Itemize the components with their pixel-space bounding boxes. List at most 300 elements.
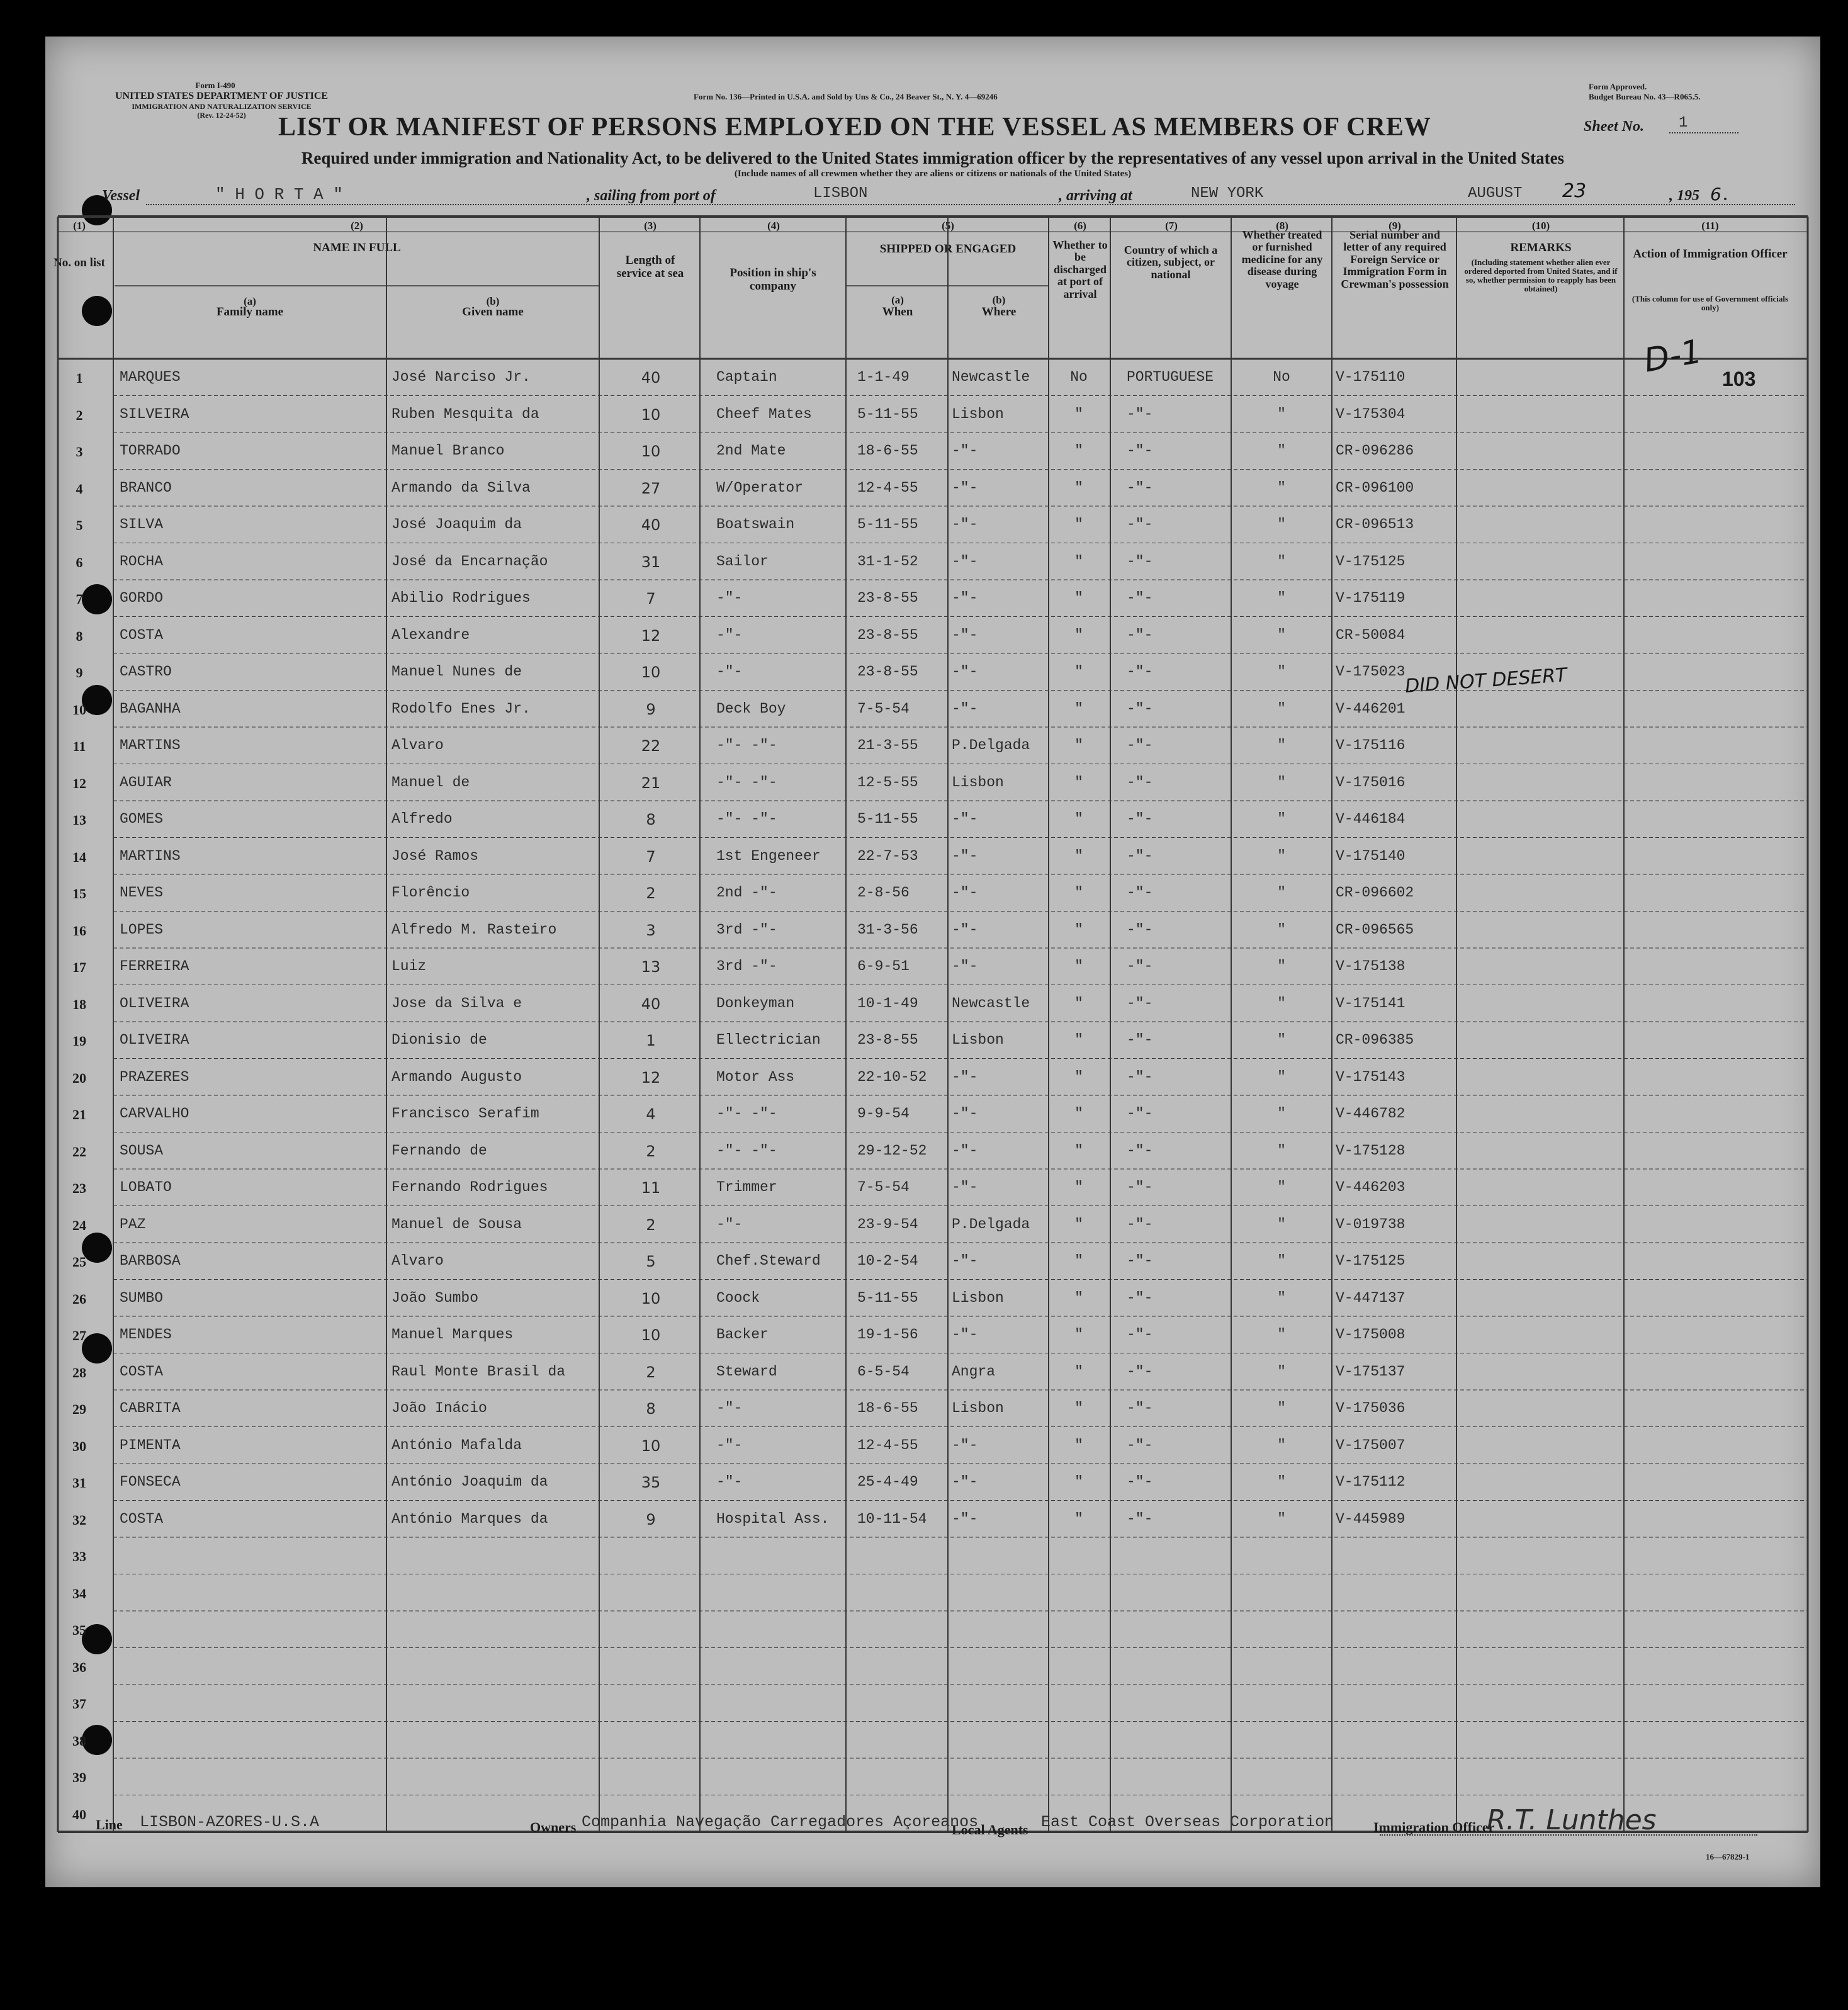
cell-serial: V-446203 [1336,1179,1406,1195]
cell-medicine: No [1273,369,1290,385]
cell-serial: V-175137 [1336,1363,1406,1380]
cell-when: 23-9-54 [857,1216,918,1233]
cell-country: -"- [1127,884,1153,901]
form-number: Form No. 136—Printed in U.S.A. and Sold by Uns & Co., 24 Beaver St., N. Y. 4—69246 [694,92,998,101]
cell-position: Ellectrician [716,1032,821,1048]
col-header-action: Action of Immigration Officer [1633,247,1788,261]
cell-given: António Marques da [392,1510,548,1527]
cell-medicine: " [1277,1253,1286,1269]
cell-serial: V-175138 [1336,958,1406,974]
cell-where: -"- [952,700,978,717]
cell-given: Alvaro [392,1253,444,1269]
cell-country: -"- [1127,1068,1153,1085]
cell-country: -"- [1127,811,1153,827]
cell-country: -"- [1127,995,1153,1012]
cell-position: -"- -"- [716,737,777,754]
cell-discharged: " [1074,405,1083,422]
cell-position: -"- -"- [716,1105,777,1122]
col-number-3: (3) [644,220,656,232]
cell-discharged: " [1074,1437,1083,1454]
cell-serial: V-175141 [1336,995,1406,1012]
cell-family: GOMES [120,811,164,827]
cell-length: 10 [641,1326,661,1344]
cell-when: 2-8-56 [857,884,910,901]
cell-country: -"- [1127,1363,1153,1380]
cell-when: 23-8-55 [857,1032,918,1048]
cell-where: -"- [952,1474,978,1490]
row-number: 34 [72,1585,86,1601]
cell-given: Manuel de [392,774,470,791]
cell-position: Captain [716,369,777,385]
cell-given: Manuel de Sousa [392,1216,522,1233]
col-number-11: (11) [1701,220,1719,232]
cell-position: -"- [716,1216,743,1233]
cell-family: AGUIAR [120,774,172,791]
row-number: 12 [72,775,86,791]
cell-when: 31-3-56 [857,921,918,938]
cell-serial: V-447137 [1336,1289,1406,1306]
row-number: 13 [72,812,86,828]
cell-when: 22-7-53 [857,847,918,864]
cell-given: João Inácio [392,1400,487,1416]
cell-medicine: " [1277,1363,1286,1380]
cell-country: -"- [1127,1400,1153,1416]
cell-length: 7 [646,847,656,866]
remark-did-not-desert: DID NOT DESERT [1404,664,1568,697]
cell-medicine: " [1277,516,1286,533]
col-number-8: (8) [1276,220,1288,232]
cell-where: -"- [952,958,978,974]
cell-medicine: " [1277,1326,1286,1343]
cell-length: 12 [641,626,661,645]
cell-position: Sailor [716,553,769,570]
cell-serial: V-446782 [1336,1105,1406,1122]
cell-position: 2nd -"- [716,884,777,901]
cell-position: Boatswain [716,516,795,533]
col-number-1: (1) [73,220,86,232]
cell-when: 23-8-55 [857,663,918,680]
cell-family: COSTA [120,1363,164,1380]
cell-position: Deck Boy [716,700,786,717]
cell-when: 5-11-55 [857,516,918,533]
cell-given: Manuel Branco [392,443,505,459]
cell-medicine: " [1277,663,1286,680]
cell-discharged: " [1074,958,1083,974]
cell-given: José Joaquim da [392,516,522,533]
cell-position: Hospital Ass. [716,1510,830,1527]
port-to: NEW YORK [1191,185,1264,202]
col-sub-family: (a) [244,295,256,307]
cell-given: Fernando Rodrigues [392,1179,548,1195]
cell-position: Steward [716,1363,777,1380]
row-number: 2 [76,407,83,423]
cell-family: CARVALHO [120,1105,189,1122]
cell-when: 22-10-52 [857,1068,927,1085]
manifest-sheet [45,37,1820,1887]
cell-length: 40 [641,369,661,387]
cell-discharged: " [1074,626,1083,643]
cell-serial: V-175036 [1336,1400,1406,1416]
cell-given: José Ramos [392,847,479,864]
col-number-10: (10) [1531,220,1550,232]
cell-where: P.Delgada [952,737,1030,754]
cell-family: CABRITA [120,1400,181,1416]
cell-where: -"- [952,1179,978,1195]
cell-family: CASTRO [120,663,172,680]
cell-country: -"- [1127,737,1153,754]
cell-medicine: " [1277,479,1286,496]
col-header-discharged: Whether to be discharged at port of arrival [1052,239,1108,300]
cell-medicine: " [1277,1474,1286,1490]
cell-when: 5-11-55 [857,1289,918,1306]
cell-position: -"- [716,626,743,643]
manifest-note: (Include names of all crewmen whether they are aliens or citizens or nationals of the United States) [734,169,1132,179]
cell-discharged: " [1074,1142,1083,1159]
row-number: 3 [76,444,83,460]
cell-family: MENDES [120,1326,172,1343]
col-header-position: Position in ship's company [730,266,816,293]
cell-serial: CR-096565 [1336,921,1414,938]
col-header-serial: Serial number and letter of any required Foreign Service or Immigration Form in Crewman's possession [1341,229,1449,290]
row-number: 23 [72,1180,86,1196]
cell-length: 2 [646,884,656,902]
cell-length: 22 [641,737,661,755]
cell-country: -"- [1127,516,1153,533]
cell-family: COSTA [120,1510,164,1527]
cell-family: FERREIRA [120,958,189,974]
service-name: IMMIGRATION AND NATURALIZATION SERVICE [132,102,312,111]
cell-medicine: " [1277,811,1286,827]
cell-length: 10 [641,1437,661,1455]
col-header-country: Country of which a citizen, subject, or national [1124,244,1218,281]
cell-serial: V-175125 [1336,1253,1406,1269]
cell-where: -"- [952,1510,978,1527]
cell-length: 12 [641,1068,661,1087]
manifest-title: LIST OR MANIFEST OF PERSONS EMPLOYED ON THE VESSEL AS MEMBERS OF CREW [278,113,1431,142]
cell-where: Angra [952,1363,996,1380]
form-approved: Form Approved. [1589,82,1647,91]
cell-medicine: " [1277,884,1286,901]
cell-country: -"- [1127,1105,1153,1122]
row-number: 1 [76,370,83,386]
cell-medicine: " [1277,443,1286,459]
cell-family: SILVA [120,516,164,533]
cell-country: -"- [1127,1032,1153,1048]
revision: (Rev. 12-24-52) [197,111,246,120]
cell-serial: CR-096385 [1336,1032,1414,1048]
cell-medicine: " [1277,1510,1286,1527]
cell-when: 10-1-49 [857,995,918,1012]
arriving-label: , arriving at [1059,188,1132,204]
cell-length: 35 [641,1474,661,1491]
col-number-5: (5) [942,220,954,232]
col-number-2: (2) [351,220,363,232]
cell-position: Backer [716,1326,769,1343]
cell-discharged: " [1074,516,1083,533]
cell-where: Newcastle [952,995,1030,1012]
cell-length: 13 [641,958,661,976]
cell-family: OLIVEIRA [120,995,189,1012]
cell-length: 40 [641,516,661,534]
cell-serial: V-175016 [1336,774,1406,791]
action-mark: D-1 [1641,332,1705,380]
cell-discharged: " [1074,1363,1083,1380]
cell-serial: V-175119 [1336,590,1406,606]
cell-length: 21 [641,774,661,792]
cell-where: Newcastle [952,369,1030,385]
row-number: 29 [72,1401,86,1417]
cell-family: PRAZERES [120,1068,189,1085]
row-number: 5 [76,517,83,533]
cell-position: 1st Engeneer [716,847,821,864]
row-number: 37 [72,1696,86,1712]
cell-length: 7 [646,590,656,607]
cell-country: -"- [1127,1179,1153,1195]
port-from: LISBON [813,185,868,202]
form-id: Form I-490 [195,81,235,90]
cell-where: -"- [952,1253,978,1269]
cell-position: 2nd Mate [716,443,786,459]
cell-serial: V-446201 [1336,700,1406,717]
sailing-label: , sailing from port of [587,188,716,204]
col-header-shipped: SHIPPED OR ENGAGED [879,242,1017,256]
cell-position: 3rd -"- [716,921,777,938]
cell-when: 7-5-54 [857,700,910,717]
year-period: . [1723,188,1727,204]
cell-when: 10-2-54 [857,1253,918,1269]
agents-label: Local Agents [952,1822,1028,1838]
arrival-month: AUGUST [1468,185,1523,202]
col-number-6: (6) [1074,220,1086,232]
row-number: 21 [72,1107,86,1122]
cell-serial: V-175008 [1336,1326,1406,1343]
cell-serial: V-175023 [1336,663,1406,680]
row-number: 7 [76,591,83,607]
cell-medicine: " [1277,700,1286,717]
cell-given: Florêncio [392,884,470,901]
cell-position: Motor Ass [716,1068,795,1085]
cell-family: FONSECA [120,1474,181,1490]
cell-country: -"- [1127,1510,1153,1527]
row-number: 39 [72,1770,86,1785]
cell-discharged: " [1074,1105,1083,1122]
cell-serial: CR-50084 [1336,626,1406,643]
cell-position: -"- [716,1474,743,1490]
cell-position: Cheef Mates [716,405,812,422]
cell-country: -"- [1127,443,1153,459]
cell-serial: CR-096602 [1336,884,1414,901]
cell-medicine: " [1277,774,1286,791]
col-header-where: Where [981,305,1017,319]
cell-given: Dionisio de [392,1032,487,1048]
line-label: Line [96,1817,123,1832]
cell-given: José Narciso Jr. [392,369,531,385]
cell-where: -"- [952,443,978,459]
col-header-length: Length of service at sea [616,254,684,280]
action-count: 103 [1722,368,1756,390]
cell-given: Manuel Nunes de [392,663,522,680]
form-code: 16—67829-1 [1706,1852,1750,1861]
cell-medicine: " [1277,590,1286,606]
cell-when: 25-4-49 [857,1474,918,1490]
col-header-family: Family name [216,305,284,319]
row-number: 18 [72,996,86,1012]
cell-family: BRANCO [120,479,172,496]
cell-discharged: " [1074,921,1083,938]
cell-serial: CR-096513 [1336,516,1414,533]
cell-position: -"- -"- [716,811,777,827]
cell-length: 31 [641,553,661,571]
cell-family: LOPES [120,921,164,938]
cell-discharged: " [1074,1068,1083,1085]
cell-discharged: " [1074,1326,1083,1343]
cell-position: -"- [716,663,743,680]
cell-country: -"- [1127,1326,1153,1343]
col-note-action: (This column for use of Government officials only) [1631,294,1789,313]
cell-position: W/Operator [716,479,804,496]
cell-family: MARTINS [120,737,181,754]
cell-discharged: " [1074,479,1083,496]
cell-given: Armando da Silva [392,479,531,496]
cell-medicine: " [1277,1400,1286,1416]
cell-medicine: " [1277,1068,1286,1085]
cell-discharged: " [1074,1474,1083,1490]
sheet-label: Sheet No. [1584,118,1644,135]
cell-country: -"- [1127,663,1153,680]
row-number: 6 [76,554,83,570]
cell-discharged: No [1070,369,1088,385]
col-header-no: No. on list [54,256,105,269]
cell-length: 2 [646,1363,656,1381]
arrival-day: 23 [1562,180,1587,202]
cell-country: PORTUGUESE [1127,369,1214,385]
cell-when: 6-9-51 [857,958,910,974]
cell-medicine: " [1277,847,1286,864]
cell-position: -"- [716,1400,743,1416]
cell-serial: V-175116 [1336,737,1406,754]
cell-medicine: " [1277,1032,1286,1048]
cell-given: Manuel Marques [392,1326,514,1343]
cell-length: 1 [646,1032,656,1049]
cell-when: 21-3-55 [857,737,918,754]
cell-when: 18-6-55 [857,1400,918,1416]
row-number: 35 [72,1622,86,1638]
cell-given: Alvaro [392,737,444,754]
cell-position: Chef.Steward [716,1253,821,1269]
cell-family: BAGANHA [120,700,181,717]
cell-country: -"- [1127,1474,1153,1490]
cell-length: 2 [646,1142,656,1160]
cell-length: 40 [641,995,661,1013]
cell-length: 4 [646,1105,656,1123]
cell-family: MARQUES [120,369,181,385]
officer-label: Immigration Officer [1373,1819,1495,1835]
row-number: 38 [72,1732,86,1749]
owners-value: Companhia Navegação Carregadores Açoreanos [582,1813,979,1831]
cell-discharged: " [1074,700,1083,717]
cell-discharged: " [1074,1032,1083,1048]
cell-discharged: " [1074,590,1083,606]
cell-discharged: " [1074,1179,1083,1195]
cell-length: 3 [646,921,656,939]
row-number: 36 [72,1659,86,1675]
cell-discharged: " [1074,553,1083,570]
cell-when: 5-11-55 [857,811,918,827]
cell-medicine: " [1277,958,1286,974]
cell-family: SUMBO [120,1289,164,1306]
cell-given: António Joaquim da [392,1474,548,1490]
cell-country: -"- [1127,590,1153,606]
cell-where: -"- [952,1326,978,1343]
row-number: 40 [72,1806,86,1822]
cell-length: 10 [641,405,661,424]
cell-country: -"- [1127,1253,1153,1269]
cell-family: SILVEIRA [120,405,189,422]
cell-given: António Mafalda [392,1437,522,1454]
cell-serial: V-175304 [1336,405,1406,422]
cell-where: -"- [952,516,978,533]
cell-family: MARTINS [120,847,181,864]
cell-serial: V-175007 [1336,1437,1406,1454]
cell-discharged: " [1074,737,1083,754]
cell-position: -"- [716,1437,743,1454]
col-header-medicine: Whether treated or furnished medicine for any disease during voyage [1241,229,1323,290]
cell-length: 8 [646,1400,656,1418]
cell-given: Ruben Mesquita da [392,405,539,422]
cell-when: 12-4-55 [857,1437,918,1454]
cell-country: -"- [1127,1216,1153,1233]
cell-length: 8 [646,811,656,828]
row-number: 27 [72,1328,86,1343]
officer-signature: R.T. Lunthes [1487,1804,1657,1836]
cell-serial: V-175112 [1336,1474,1406,1490]
cell-given: Alfredo [392,811,453,827]
cell-given: Fernando de [392,1142,487,1159]
cell-when: 10-11-54 [857,1510,927,1527]
cell-family: TORRADO [120,443,181,459]
col-sub-when: (a) [891,294,904,306]
cell-discharged: " [1074,884,1083,901]
cell-length: 2 [646,1216,656,1234]
cell-medicine: " [1277,995,1286,1012]
cell-country: -"- [1127,958,1153,974]
cell-when: 9-9-54 [857,1105,910,1122]
cell-where: Lisbon [952,405,1004,422]
cell-position: 3rd -"- [716,958,777,974]
cell-length: 27 [641,479,661,497]
cell-where: -"- [952,479,978,496]
row-number: 24 [72,1217,86,1233]
cell-length: 5 [646,1253,656,1270]
cell-when: 31-1-52 [857,553,918,570]
cell-medicine: " [1277,553,1286,570]
row-number: 16 [72,922,86,939]
cell-where: -"- [952,1105,978,1122]
cell-given: Alexandre [392,626,470,643]
col-header-remarks: REMARKS [1510,241,1572,254]
cell-where: Lisbon [952,774,1004,791]
cell-length: 10 [641,1289,661,1307]
vessel-label: Vessel [102,188,140,204]
cell-country: -"- [1127,479,1153,496]
cell-where: Lisbon [952,1289,1004,1306]
cell-discharged: " [1074,1400,1083,1416]
cell-where: -"- [952,553,978,570]
row-number: 28 [72,1364,86,1380]
row-number: 30 [72,1438,86,1454]
row-number: 31 [72,1475,86,1491]
cell-when: 12-4-55 [857,479,918,496]
